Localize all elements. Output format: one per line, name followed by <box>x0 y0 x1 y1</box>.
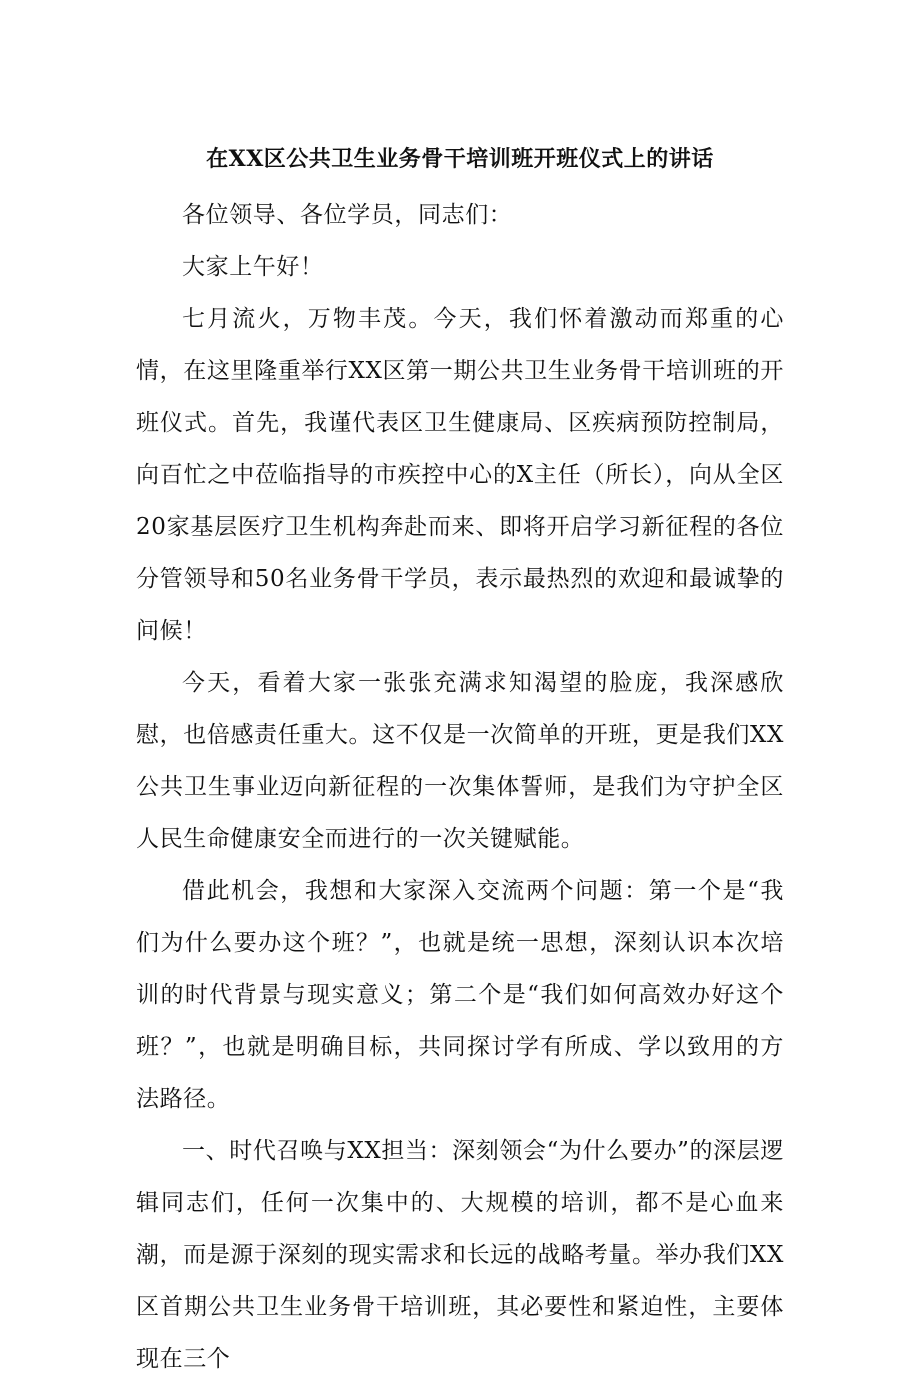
document-title: 在XX区公共卫生业务骨干培训班开班仪式上的讲话 <box>206 146 714 172</box>
significance-paragraph: 今天，看着大家一张张充满求知渴望的脸庞，我深感欣慰，也倍感责任重大。这不仅是一次简单的开班，更是我们XX公共卫生事业迈向新征程的一次集体誓师，是我们为守护全区人民生命健康安全而进行的一次关键赋能。 <box>136 670 784 852</box>
document-body <box>136 189 784 1385</box>
section-one-paragraph: 一、时代召唤与XX担当：深刻领会“为什么要办”的深层逻辑同志们，任何一次集中的、大规模的培训，都不是心血来潮，而是源于深刻的现实需求和长远的战略考量。举办我们XX区首期公共卫生业务骨干培训班，其必要性和紧迫性，主要体现在三个 <box>136 1138 784 1372</box>
salutation-paragraph: 各位领导、各位学员，同志们： <box>182 202 513 228</box>
topics-paragraph: 借此机会，我想和大家深入交流两个问题：第一个是“我们为什么要办这个班？”，也就是统一思想，深刻认识本次培训的时代背景与现实意义；第二个是“我们如何高效办好这个班？”，也就是明确目标，共同探讨学有所成、学以致用的方法路径。 <box>136 878 784 1112</box>
greeting-paragraph: 大家上午好！ <box>182 254 324 280</box>
welcome-paragraph: 七月流火，万物丰茂。今天，我们怀着激动而郑重的心情，在这里隆重举行XX区第一期公共卫生业务骨干培训班的开班仪式。首先，我谨代表区卫生健康局、区疾病预防控制局，向百忙之中莅临指导的市疾控中心的X主任（所长），向从全区20家基层医疗卫生机构奔赴而来、即将开启学习新征程的各位分管领导和50名业务骨干学员，表示最热烈的欢迎和最诚挚的问候！ <box>136 306 784 644</box>
